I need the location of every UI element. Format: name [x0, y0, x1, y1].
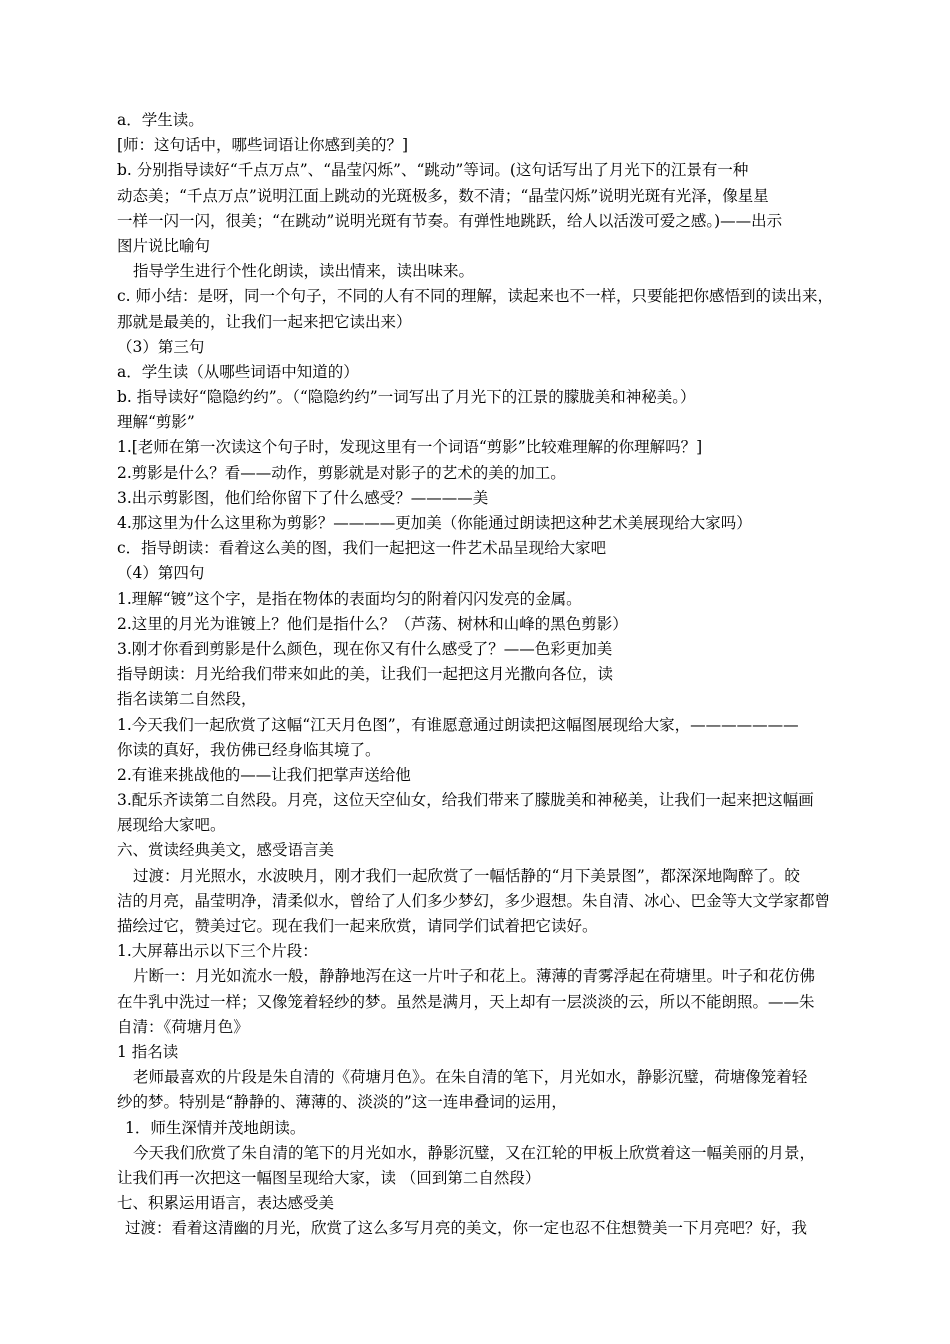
text-line: c. 师小结：是呀，同一个句子，不同的人有不同的理解，读起来也不一样，只要能把你感悟到的读出来， [117, 287, 834, 306]
text-line: 指导学生进行个性化朗读，读出情来，读出味来。 [133, 262, 475, 281]
text-line: 自清：《荷塘月色》 [117, 1017, 249, 1036]
text-line: 片断一：月光如流水一般，静静地泻在这一片叶子和花上。薄薄的青雾浮起在荷塘里。叶子和花仿佛 [133, 967, 816, 986]
text-line: 1.[老师在第一次读这个句子时，发现这里有一个词语“剪影”比较难理解的你理解吗？] [117, 438, 703, 457]
text-line: 过渡：看着这清幽的月光，欣赏了这么多写月亮的美文，你一定也忍不住想赞美一下月亮吧？好，我 [125, 1219, 808, 1238]
text-line: 描绘过它，赞美过它。现在我们一起来欣赏，请同学们试着把它读好。 [117, 917, 598, 935]
text-line: 你读的真好，我仿佛已经身临其境了。 [117, 740, 381, 759]
document-page [117, 108, 845, 1241]
text-line: a．学生读（从哪些词语中知道的） [117, 362, 359, 381]
text-line: 4.那这里为什么这里称为剪影？————更加美（你能通过朗读把这种艺术美展现给大家吗） [117, 514, 752, 532]
text-line: 老师最喜欢的片段是朱自清的《荷塘月色》。在朱自清的笔下，月光如水，静影沉璧，荷塘像笼着轻 [133, 1068, 808, 1087]
text-line: 1.理解“镀”这个字，是指在物体的表面均匀的附着闪闪发亮的金属。 [117, 589, 582, 608]
text-line: 动态美；“千点万点”说明江面上跳动的光斑极多，数不清；“晶莹闪烁”说明光斑有光泽，像星星 [117, 186, 769, 205]
text-line: b. 分别指导读好“千点万点”、“晶莹闪烁”、“跳动”等词。(这句话写出了月光下的江景有一种 [117, 161, 749, 180]
text-line: 过渡：月光照水，水波映月，刚才我们一起欣赏了一幅恬静的“月下美景图”，都深深地陶醉了。皎 [133, 866, 800, 885]
text-line: 2.这里的月光为谁镀上？他们是指什么？（芦荡、树林和山峰的黑色剪影） [117, 614, 628, 633]
text-line: 今天我们欣赏了朱自清的笔下的月光如水，静影沉璧，又在江轮的甲板上欣赏着这一幅美丽的月景， [133, 1143, 816, 1162]
text-line: 1.大屏幕出示以下三个片段： [117, 942, 318, 961]
section-heading: （3）第三句 [117, 337, 205, 356]
text-line: 1.今天我们一起欣赏了这幅“江天月色图”，有谁愿意通过朗读把这幅图展现给大家，——————— [117, 715, 799, 734]
text-line: 图片说比喻句 [117, 236, 211, 255]
text-line: 3.刚才你看到剪影是什么颜色，现在你又有什么感受了？——色彩更加美 [117, 639, 613, 658]
text-line: 让我们再一次把这一幅图呈现给大家，读 （回到第二自然段） [117, 1168, 541, 1187]
text-line: 理解“剪影” [117, 413, 195, 432]
text-line: c．指导朗读：看着这么美的图，我们一起把这一件艺术品呈现给大家吧 [117, 539, 607, 558]
text-line: 2.有谁来挑战他的——让我们把掌声送给他 [117, 765, 411, 784]
section-heading: （4）第四句 [117, 564, 205, 583]
text-line: [师：这句话中，哪些词语让你感到美的？] [117, 136, 409, 155]
text-line: 3.出示剪影图，他们给你留下了什么感受？————美 [117, 488, 489, 507]
text-line: 一样一闪一闪，很美；“在跳动”说明光斑有节奏。有弹性地跳跃，给人以活泼可爱之感。)——出示 [117, 211, 783, 230]
text-line: 指导朗读：月光给我们带来如此的美，让我们一起把这月光撒向各位，读 [117, 665, 614, 684]
text-line: 3.配乐齐读第二自然段。月亮，这位天空仙女，给我们带来了朦胧美和神秘美，让我们一起来把这幅画 [117, 791, 814, 810]
text-line: 2.剪影是什么？看——动作，剪影就是对影子的艺术的美的加工。 [117, 463, 566, 482]
text-line: a．学生读。 [117, 111, 204, 129]
text-line: 1．师生深情并茂地朗读。 [125, 1118, 306, 1137]
text-line: 在牛乳中洗过一样；又像笼着轻纱的梦。虽然是满月，天上却有一层淡淡的云，所以不能朗照。——朱 [117, 992, 815, 1011]
section-heading: 六、赏读经典美文，感受语言美 [117, 841, 335, 860]
text-line: 1 指名读 [117, 1042, 179, 1061]
section-heading: 七、积累运用语言，表达感受美 [117, 1194, 335, 1213]
text-line: 指名读第二自然段， [117, 690, 257, 709]
text-line: 展现给大家吧。 [117, 816, 226, 835]
text-line: 那就是最美的，让我们一起来把它读出来） [117, 312, 412, 331]
text-line: 纱的梦。特别是“静静的、薄薄的、淡淡的”这一连串叠词的运用， [117, 1093, 567, 1112]
text-line: b. 指导读好“隐隐约约”。（“隐隐约约”一词写出了月光下的江景的朦胧美和神秘美。） [117, 388, 696, 407]
text-line: 洁的月亮，晶莹明净，清柔似水，曾给了人们多少梦幻，多少遐想。朱自清、冰心、巴金等大文学家都曾 [117, 891, 831, 910]
